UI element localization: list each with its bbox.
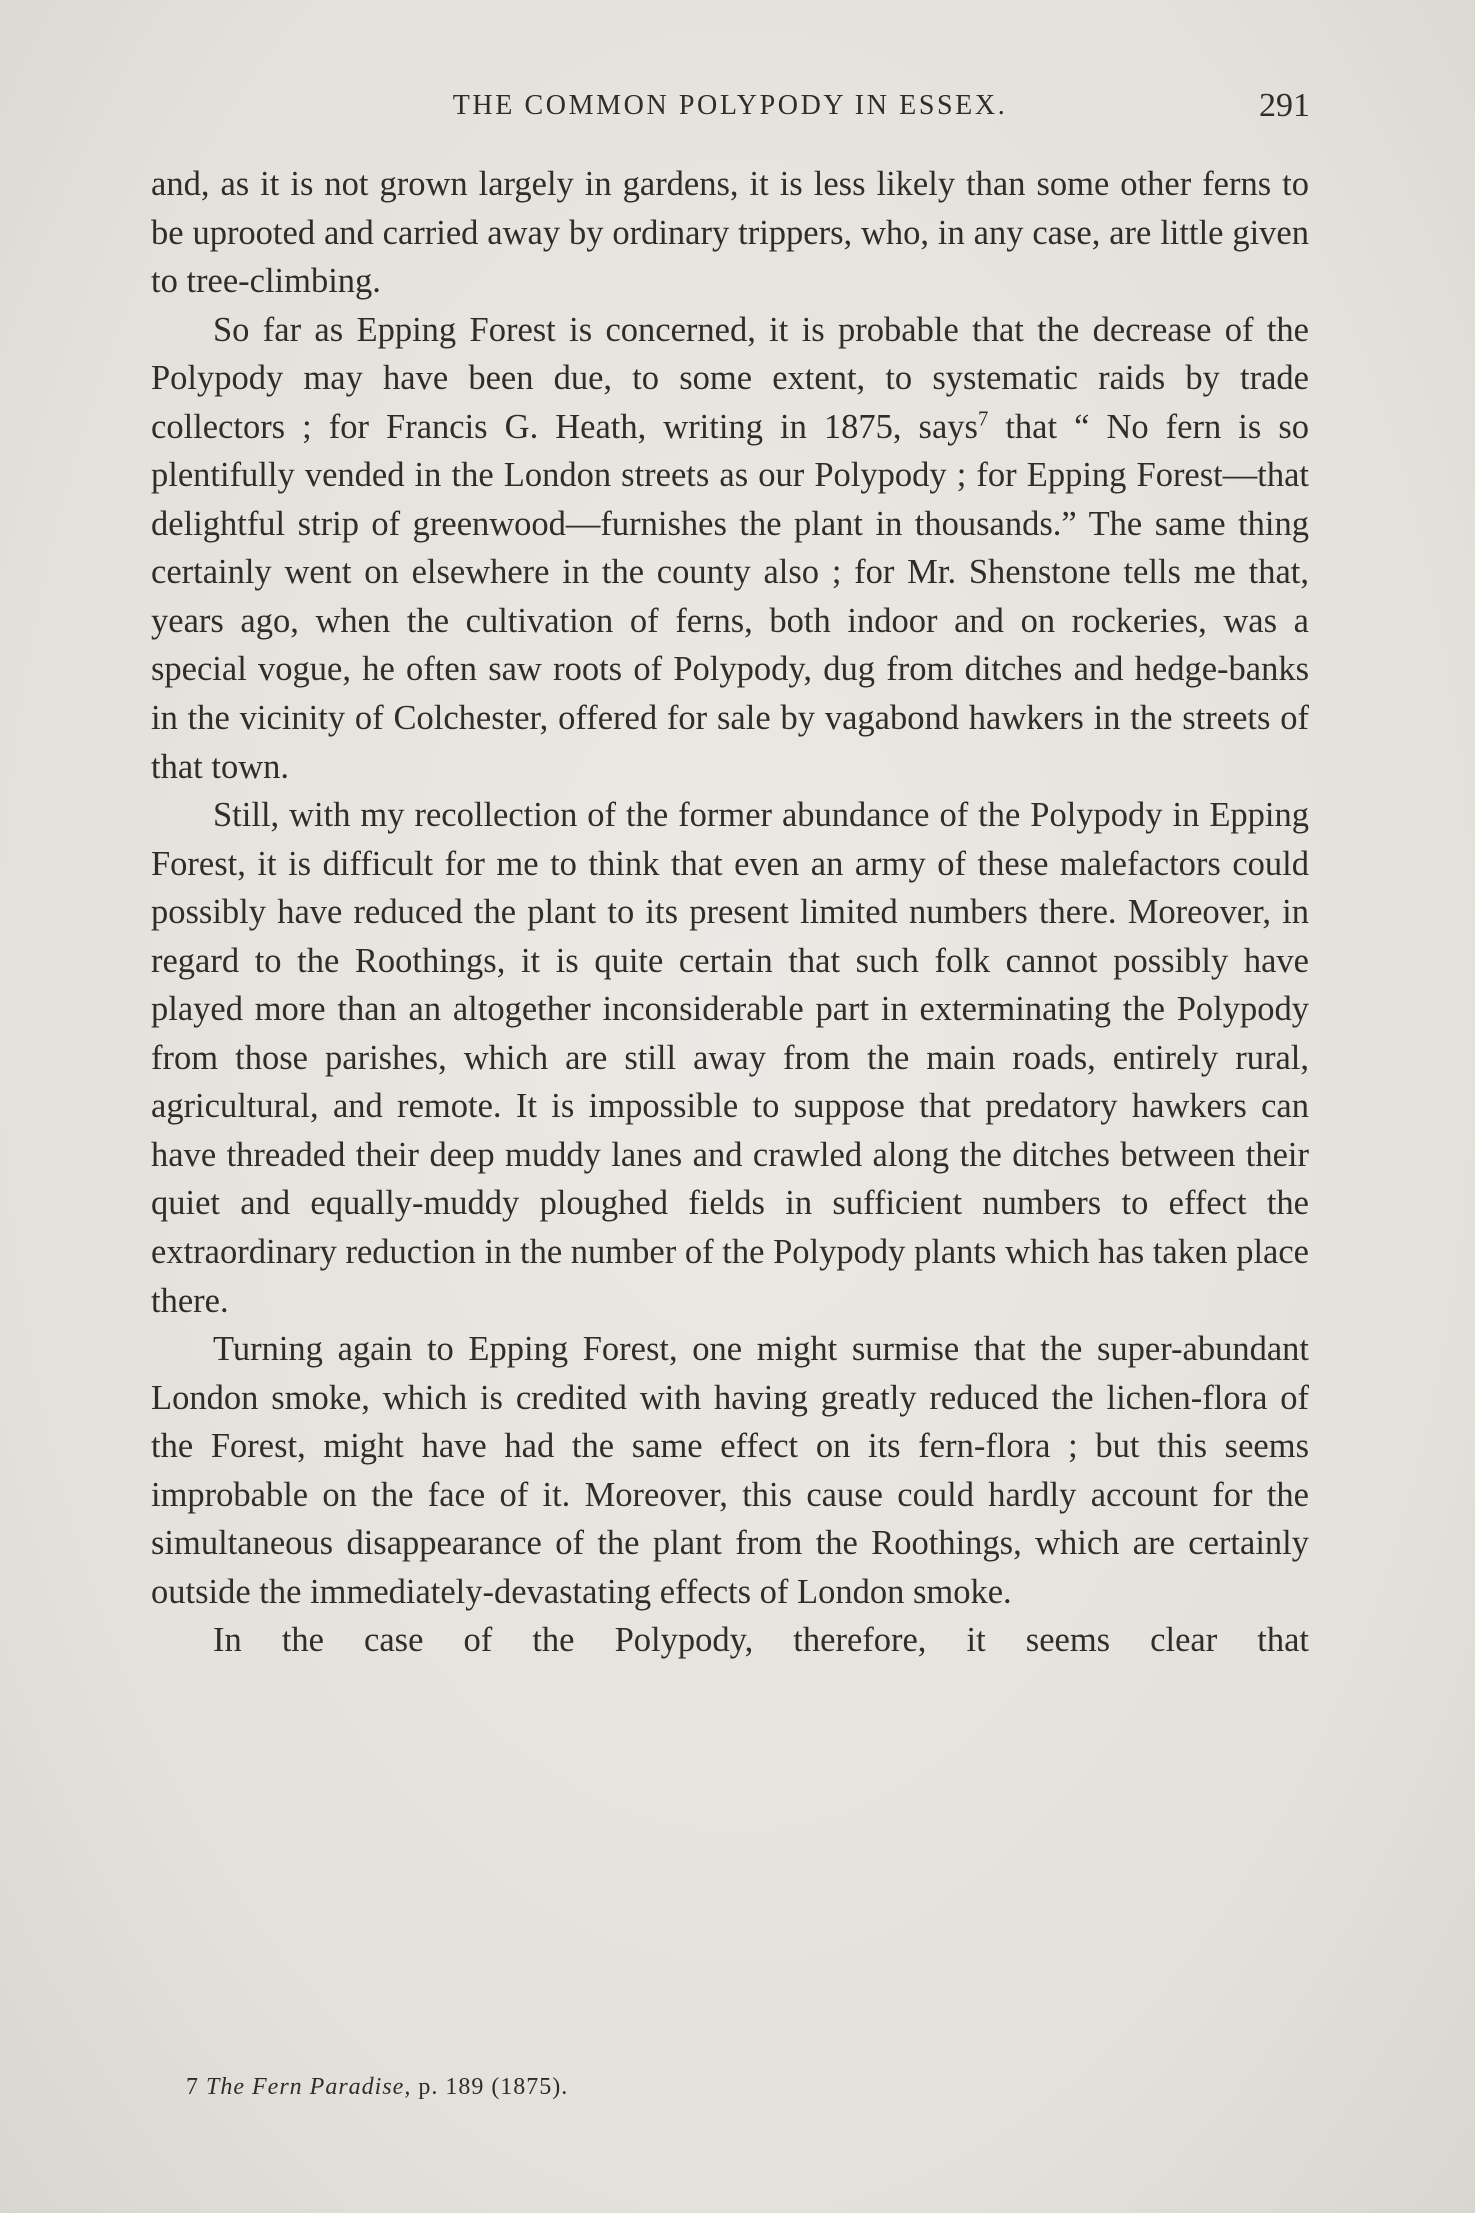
paragraph-1: and, as it is not grown largely in gardens, it is less likely than some other ferns to be uprooted and carried away by ordinary trippers, who, in any case, are little given to tree-climbing.: [151, 165, 1309, 301]
page-number: 291: [1259, 87, 1310, 124]
paragraph-2-part-b: that “ No fern is so plentifully vended in the London streets as our Polypody ; for Epping Forest—that delightful strip of greenwood—furnishes the plant in thousands.” The same thing certainly went on elsewhere in the county also ; for Mr. Shenstone tells me that, years ago, when the cultivation of ferns, both indoor and on rockeries, was a special vogue, he often saw roots of Polypody, dug from ditches and hedge-banks in the vicinity of Colchester, offered for sale by vagabond hawkers in the streets of that town.: [151, 407, 1309, 786]
paragraph-3: Still, with my recollection of the former abundance of the Polypody in Epping Forest, it is difficult for me to think that even an army of these malefactors could possibly have reduced the plant to its present limited numbers there. Moreover, in regard to the Roothings, it is quite certain that such folk cannot possibly have played more than an altogether inconsiderable part in exterminating the Polypody from those parishes, which are still away from the main roads, entirely rural, agricultural, and remote. It is impossible to suppose that predatory hawkers can have threaded their deep muddy lanes and crawled along the ditches between their quiet and equally-muddy ploughed fields in sufficient numbers to effect the extraordinary reduction in the number of the Polypody plants which has taken place there.: [151, 796, 1309, 1320]
paragraph-4: Turning again to Epping Forest, one might surmise that the super-abundant London smoke, which is credited with having greatly reduced the lichen-flora of the Forest, might have had the same effect on its fern-flora ; but this seems improbable on the face of it. Moreover, this cause could hardly account for the simultaneous disappearance of the plant from the Roothings, which are certainly outside the immediately-devastating effects of London smoke.: [151, 1330, 1309, 1611]
footnote-reference: 7: [977, 408, 989, 431]
footnote-marker: 7: [186, 2074, 199, 2100]
footnote-title: The Fern Paradise,: [206, 2074, 412, 2100]
running-head: [150, 86, 1310, 126]
footnote-citation: p. 189 (1875).: [411, 2074, 569, 2100]
body-text: [151, 160, 1309, 1665]
running-title: THE COMMON POLYPODY IN ESSEX.: [452, 90, 1008, 121]
paragraph-5: In the case of the Polypody, therefore, it seems clear that: [213, 1621, 1309, 1660]
paragraph-2: [151, 306, 1309, 791]
footnote: [186, 2070, 1186, 2104]
paragraph-2-part-a: So far as Epping Forest is concerned, it is probable that the decrease of the Polypody may have been due, to some extent, to systematic raids by trade collectors ; for Francis G. Heath, writing in 1875, says: [151, 310, 1309, 446]
